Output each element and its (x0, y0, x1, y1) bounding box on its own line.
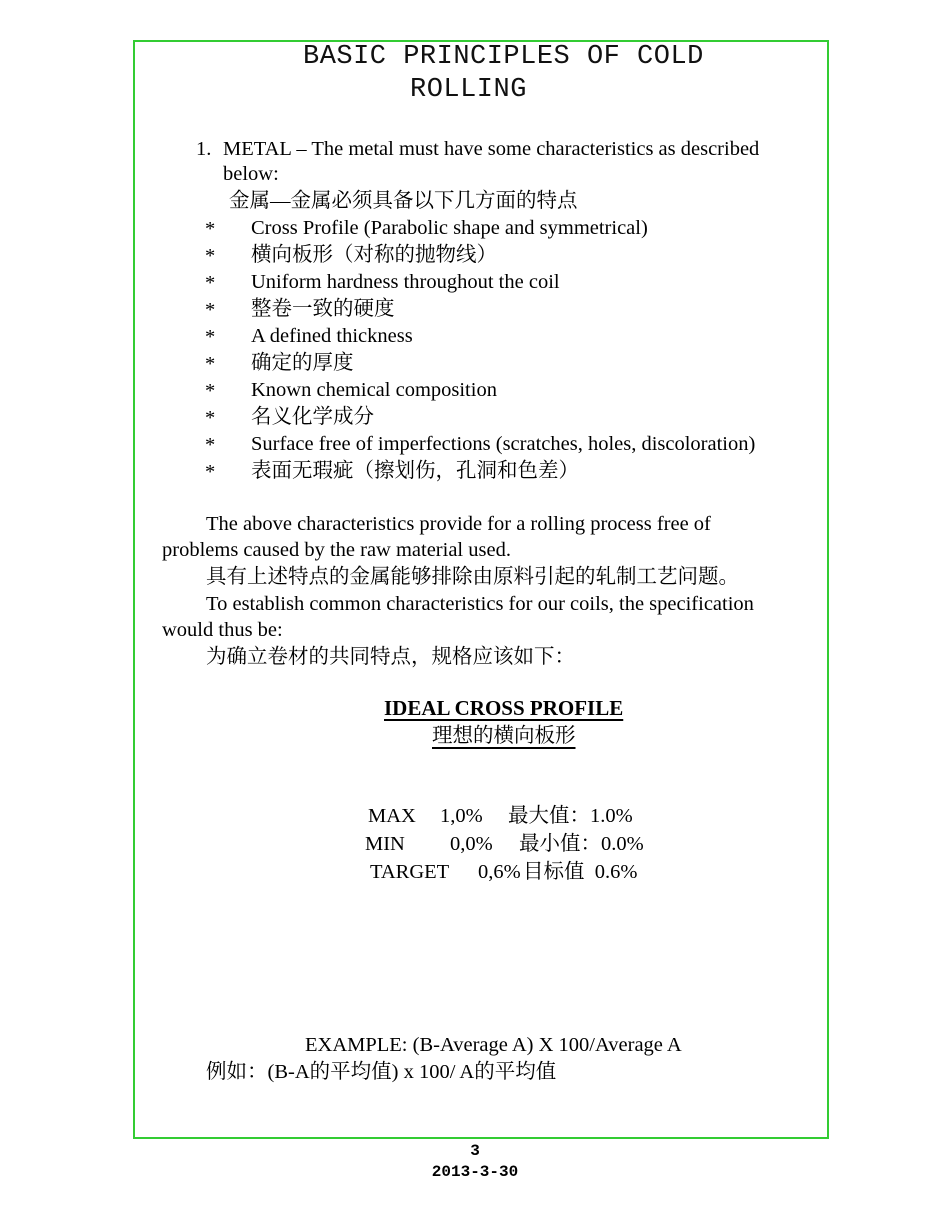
profile-label: MIN (365, 833, 405, 855)
bullet-text: 整卷一致的硬度 (251, 298, 395, 320)
bullet-marker: * (205, 218, 216, 240)
bullet-text: 确定的厚度 (251, 352, 354, 374)
profile-heading-cn: 理想的横向板形 (432, 725, 576, 747)
bullet-text: 名义化学成分 (251, 406, 374, 428)
bullet-text: 表面无瑕疵（擦划伤，孔洞和色差） (251, 460, 579, 482)
bullet-marker: * (205, 245, 216, 267)
bullet-text: Uniform hardness throughout the coil (251, 271, 560, 293)
bullet-marker: * (205, 461, 216, 483)
paragraph-1-line-2: problems caused by the raw material used. (162, 539, 511, 561)
section-number: 1. (196, 138, 212, 160)
profile-value-cn: 最小值：0.0% (519, 833, 644, 855)
profile-label: TARGET (370, 861, 450, 883)
page-number: 3 (470, 1142, 480, 1160)
bullet-text: 横向板形（对称的抛物线） (251, 244, 497, 266)
title-line-1: BASIC PRINCIPLES OF COLD (303, 42, 704, 72)
bullet-marker: * (205, 272, 216, 294)
bullet-marker: * (205, 326, 216, 348)
section-intro-line-1: METAL – The metal must have some characteristics as described (223, 138, 760, 160)
profile-value-cn: 最大值：1.0% (508, 805, 633, 827)
title-line-2: ROLLING (410, 75, 527, 105)
profile-value-cn: 目标值 0.6% (523, 861, 638, 883)
example-line-2: 例如：(B-A的平均值) x 100/ A的平均值 (206, 1061, 557, 1083)
bullet-text: A defined thickness (251, 325, 413, 347)
footer-date: 2013-3-30 (431, 1163, 519, 1181)
section-intro-line-2: below: (223, 163, 279, 185)
bullet-text: Known chemical composition (251, 379, 497, 401)
profile-value: 0,6% (478, 861, 521, 883)
bullet-text: Surface free of imperfections (scratches, holes, discoloration) (251, 433, 756, 455)
example-line-1: EXAMPLE: (B-Average A) X 100/Average A (305, 1034, 682, 1056)
bullet-marker: * (205, 434, 216, 456)
profile-value: 0,0% (450, 833, 493, 855)
bullet-marker: * (205, 407, 216, 429)
paragraph-2-line-1: To establish common characteristics for our coils, the specification (206, 593, 754, 615)
paragraph-2-line-2: would thus be: (162, 619, 283, 641)
paragraph-2-cn: 为确立卷材的共同特点，规格应该如下： (206, 646, 575, 668)
paragraph-1-cn: 具有上述特点的金属能够排除由原料引起的轧制工艺问题。 (206, 566, 739, 588)
bullet-marker: * (205, 299, 216, 321)
bullet-marker: * (205, 353, 216, 375)
bullet-text: Cross Profile (Parabolic shape and symmetrical) (251, 217, 648, 239)
profile-label: MAX (368, 805, 416, 827)
profile-heading: IDEAL CROSS PROFILE (384, 696, 624, 720)
section-intro-cn: 金属—金属必须具备以下几方面的特点 (229, 190, 578, 212)
paragraph-1-line-1: The above characteristics provide for a rolling process free of (206, 513, 711, 535)
profile-value: 1,0% (440, 805, 483, 827)
bullet-marker: * (205, 380, 216, 402)
